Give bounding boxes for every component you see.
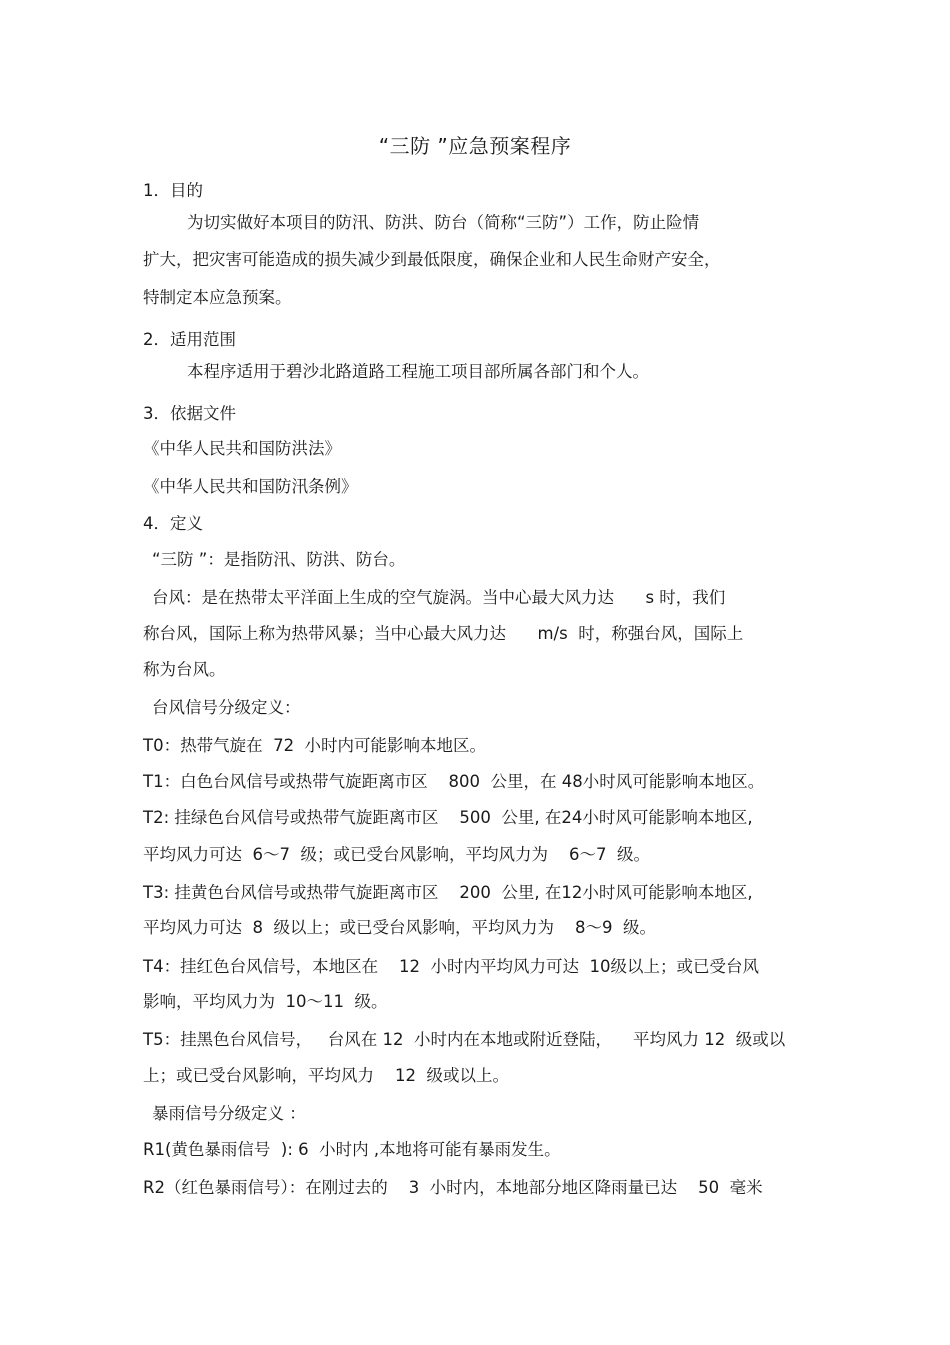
paragraph-line: 上；或已受台风影响，平均风力 12 级或以上。 bbox=[143, 1066, 509, 1085]
section-heading-references: 3．依据文件 bbox=[143, 404, 236, 423]
document-title: “三防 ”应急预案程序 bbox=[378, 134, 572, 158]
paragraph-line: 台风：是在热带太平洋面上生成的空气旋涡。当中心最大风力达 s 时，我们 bbox=[152, 588, 726, 607]
paragraph-line: 为切实做好本项目的防汛、防洪、防台（简称“三防”）工作，防止险情 bbox=[187, 213, 700, 232]
paragraph-line: T1：白色台风信号或热带气旋距离市区 800 公里，在 48小时风可能影响本地区。 bbox=[143, 772, 765, 791]
paragraph-line: “三防 ”：是指防汛、防洪、防台。 bbox=[152, 550, 406, 569]
paragraph-line: 本程序适用于碧沙北路道路工程施工项目部所属各部门和个人。 bbox=[187, 362, 649, 381]
paragraph-line: 称台风，国际上称为热带风暴；当中心最大风力达 m/s 时，称强台风，国际上 bbox=[143, 624, 744, 643]
paragraph-line: 称为台风。 bbox=[143, 660, 226, 679]
paragraph-line: T4：挂红色台风信号，本地区在 12 小时内平均风力可达 10级以上；或已受台风 bbox=[143, 957, 760, 976]
section-heading-purpose: 1．目的 bbox=[143, 181, 203, 200]
section-heading-scope: 2．适用范围 bbox=[143, 330, 236, 349]
reference-line: 《中华人民共和国防汛条例》 bbox=[143, 477, 358, 496]
paragraph-line: 影响，平均风力为 10～11 级。 bbox=[143, 992, 388, 1011]
paragraph-line: 特制定本应急预案。 bbox=[143, 288, 292, 307]
paragraph-line: T2: 挂绿色台风信号或热带气旋距离市区 500 公里, 在24小时风可能影响本地区, bbox=[143, 808, 753, 827]
section-heading-definitions: 4．定义 bbox=[143, 514, 203, 533]
paragraph-line: T3: 挂黄色台风信号或热带气旋距离市区 200 公里, 在12小时风可能影响本地区, bbox=[143, 883, 753, 902]
paragraph-line: 平均风力可达 6～7 级；或已受台风影响，平均风力为 6～7 级。 bbox=[143, 845, 650, 864]
reference-line: 《中华人民共和国防洪法》 bbox=[143, 439, 341, 458]
subheading-typhoon-signals: 台风信号分级定义： bbox=[152, 698, 301, 717]
paragraph-line: T5：挂黑色台风信号， 台风在 12 小时内在本地或附近登陆， 平均风力 12 级或以 bbox=[143, 1030, 786, 1049]
paragraph-line: 扩大，把灾害可能造成的损失减少到最低限度，确保企业和人民生命财产安全， bbox=[143, 250, 721, 269]
subheading-rainstorm-signals: 暴雨信号分级定义 ： bbox=[152, 1104, 306, 1123]
paragraph-line: T0：热带气旋在 72 小时内可能影响本地区。 bbox=[143, 736, 487, 755]
paragraph-line: 平均风力可达 8 级以上；或已受台风影响，平均风力为 8～9 级。 bbox=[143, 918, 656, 937]
paragraph-line: R2（红色暴雨信号）：在刚过去的 3 小时内，本地部分地区降雨量已达 50 毫米 bbox=[143, 1178, 763, 1197]
paragraph-line: R1(黄色暴雨信号 ): 6 小时内 ,本地将可能有暴雨发生。 bbox=[143, 1140, 561, 1159]
